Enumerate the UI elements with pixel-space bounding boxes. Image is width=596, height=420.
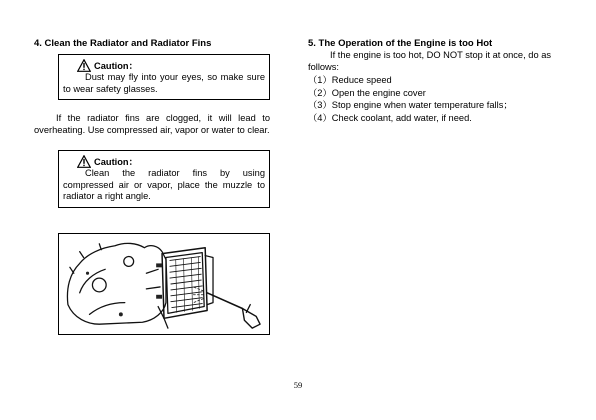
step-text: Check coolant, add water, if need. [331,112,472,123]
engine-radiator-figure [58,233,270,335]
caution-header [77,154,265,168]
steps-list [308,74,570,124]
caution-box-compressed-air [58,150,270,208]
caution-title: Caution： [94,157,138,167]
section-heading-engine-hot: 5. The Operation of the Engine is too Hot [308,38,493,49]
caution-box-dust [58,54,270,100]
paragraph-engine-hot-intro: If the engine is too hot, DO NOT stop it at once, do as follows: [308,50,552,72]
caution-text-dust: Dust may fly into your eyes, so make sure to wear safety glasses. [63,72,265,94]
caution-text-compressed-air: Clean the radiator fins by using compressed air or vapor, place the muzzle to radiator a right angle. [63,168,265,201]
step-number: （2） [308,87,332,98]
caution-title: Caution： [94,61,138,71]
list-item [308,112,570,125]
warning-triangle-icon [77,59,91,72]
caution-header [77,58,265,72]
step-text: Reduce speed [331,75,392,85]
step-number: （3） [308,100,332,111]
list-item [308,74,570,87]
engine-radiator-illustration [59,234,269,334]
section-heading-radiator: 4. Clean the Radiator and Radiator Fins [34,38,212,49]
step-text: Open the engine cover [331,87,426,98]
step-text: Stop engine when water temperature falls； [331,100,513,111]
list-item [308,99,570,112]
step-number: （4） [308,112,332,123]
page-number: 59 [293,380,303,390]
right-column [308,38,570,124]
step-number: （1） [308,75,332,85]
warning-triangle-icon [77,155,91,168]
list-item [308,87,570,100]
left-column [34,38,270,208]
paragraph-clogged-fins: If the radiator fins are clogged, it will lead to overheating. Use compressed air, vapor or water to clear. [34,113,270,135]
